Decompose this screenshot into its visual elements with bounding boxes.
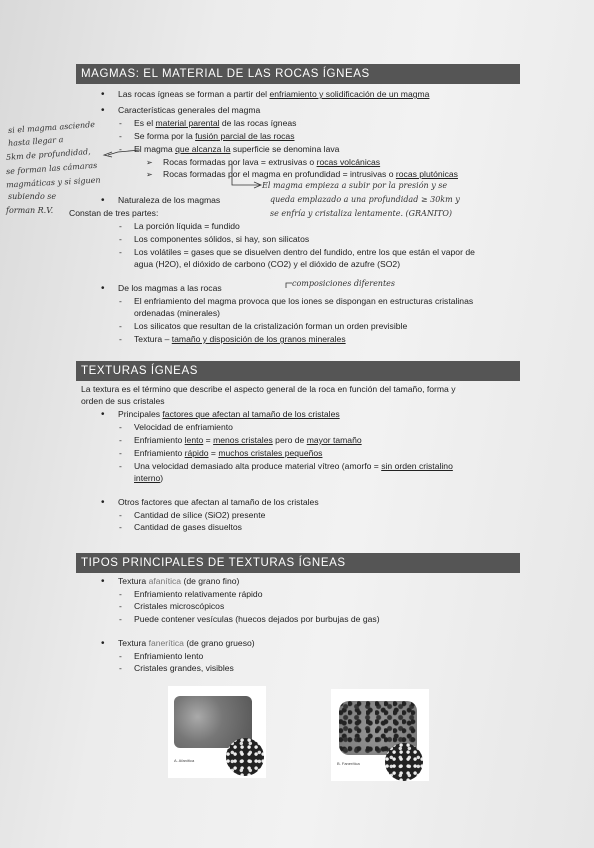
dash-volatiles: - Los volátiles = gases que se disuelven dentro del fundido, entre los que están el vapor de (134, 247, 475, 258)
highlighted-text: afanítica (148, 576, 182, 586)
text: Rocas formadas por lava = extrusivas o (163, 157, 317, 167)
underlined-text: rocas volcánicas (316, 157, 381, 167)
text: (de grano grueso) (183, 638, 255, 648)
handwritten-note-left-7: forman R.V. (6, 206, 54, 215)
section-magmas-header: MAGMAS: EL MATERIAL DE LAS ROCAS ÍGNEAS (76, 64, 520, 84)
dash-speed: - Velocidad de enfriamiento (134, 422, 233, 433)
underlined-text: menos cristales (213, 435, 273, 445)
text: Es el (134, 118, 156, 128)
text: Enfriamiento (134, 435, 185, 445)
dash-solid: - Los componentes sólidos, si hay, son silicatos (134, 234, 309, 245)
handwritten-note-left-1: si el magma asciende (7, 119, 96, 136)
handwritten-note-left-4: se forman las cámaras (5, 160, 98, 177)
texture-intro-cont: orden de sus cristales (81, 396, 165, 406)
dash-aph-vesicles: - Puede contener vesículas (huecos dejados por burbujas de gas) (134, 614, 380, 625)
dash-aph-fast: - Enfriamiento relativamente rápido (134, 589, 263, 600)
text: = (203, 435, 214, 445)
section-textures-header: TEXTURAS ÍGNEAS (76, 361, 520, 381)
cooling-cont: ordenadas (minerales) (134, 308, 220, 318)
text: Las rocas ígneas se forman a partir del (118, 89, 270, 99)
underlined-text: rápido (184, 448, 209, 458)
text: (de grano fino) (181, 576, 240, 586)
photo1-caption: A. Afanítica (174, 758, 195, 763)
underlined-text: factores que afectan al tamaño de los cristales (162, 409, 340, 419)
handwritten-composition: composiciones diferentes (292, 279, 396, 288)
text: de las rocas ígneas (219, 118, 297, 128)
underlined-text: que alcanza la (175, 144, 231, 154)
text: El magma (134, 144, 176, 154)
photo2-caption: B. Fanerítica (337, 761, 360, 766)
dash-pha-slow: - Enfriamiento lento (134, 651, 203, 662)
dash-aph-micro: - Cristales microscópicos (134, 601, 224, 612)
text: Textura – (134, 334, 172, 344)
text: Principales (118, 409, 163, 419)
underlined-text: muchos cristales pequeños (218, 448, 323, 458)
handwritten-note-right-1: El magma empieza a subir por la presión y se (262, 181, 448, 190)
texture-intro: La textura es el término que describe el aspecto general de la roca en función del tamaño, forma y (81, 384, 456, 394)
text: Se forma por la (134, 131, 196, 141)
underlined-text: rocas plutónicas (395, 169, 458, 179)
bullet-nature: • Naturaleza de los magmas (118, 195, 220, 206)
underlined-text: material parental (155, 118, 220, 128)
underlined-text: tamaño y disposición de los granos minerales (171, 334, 346, 344)
text: Rocas formadas por el magma en profundidad = intrusivas o (163, 169, 396, 179)
text: = (208, 448, 219, 458)
dash-silica: - Cantidad de sílice (SiO2) presente (134, 510, 265, 521)
handwritten-note-left-6: subiendo se (8, 192, 57, 201)
dash-liquid: - La porción líquida = fundido (134, 221, 240, 232)
dash-cooling: - El enfriamiento del magma provoca que los iones se dispongan en estructuras cristalinas (134, 296, 473, 307)
bullet-other-factors: • Otros factores que afectan al tamaño de los cristales (118, 497, 319, 508)
text: Textura (118, 576, 149, 586)
composition-bracket (286, 283, 292, 288)
underlined-text: interno (134, 473, 161, 483)
handwritten-note-right-2: queda emplazado a una profundidad ≥ 30km y (270, 195, 460, 204)
text: pero de (272, 435, 307, 445)
arrow-right-line (232, 162, 260, 185)
text: ) (160, 473, 164, 483)
three-parts: Constan de tres partes: (69, 208, 159, 218)
text: Textura (118, 638, 149, 648)
underlined-text: sin orden cristalino (381, 461, 453, 471)
dash-gases: - Cantidad de gases disueltos (134, 522, 242, 533)
dash-pha-large: - Cristales grandes, visibles (134, 663, 234, 674)
handwritten-note-right-3: se enfría y cristaliza lentamente. (GRANITO) (270, 209, 453, 218)
underlined-text: mayor tamaño (306, 435, 362, 445)
dash-silicates: - Los silicatos que resultan de la cristalización forman un orden previsible (134, 321, 407, 332)
bullet-magma-to-rock: • De los magmas a las rocas (118, 283, 222, 294)
handwritten-note-left-5: magmáticas y si siguen (5, 175, 101, 190)
section-types-header: TIPOS PRINCIPALES DE TEXTURAS ÍGNEAS (76, 553, 520, 573)
text: Enfriamiento (134, 448, 185, 458)
underlined-text: enfriamiento y solidificación de un magma (269, 89, 430, 99)
volatiles-cont: agua (H2O), el dióxido de carbono (CO2) y el dióxido de azufre (SO2) (134, 259, 401, 269)
highlighted-text: fanerítica (148, 638, 184, 648)
text: superficie se denomina lava (230, 144, 340, 154)
bullet-characteristics: • Características generales del magma (118, 105, 260, 116)
arrow-left-line (108, 150, 140, 155)
handwritten-note-left-3: 5km de profundidad, (5, 147, 91, 162)
underlined-text: lento (184, 435, 204, 445)
text: Una velocidad demasiado alta produce material vítreo (amorfo = (134, 461, 382, 471)
underlined-text: fusión parcial de las rocas (195, 131, 295, 141)
handwritten-note-left-2: hasta llegar a (7, 135, 64, 148)
